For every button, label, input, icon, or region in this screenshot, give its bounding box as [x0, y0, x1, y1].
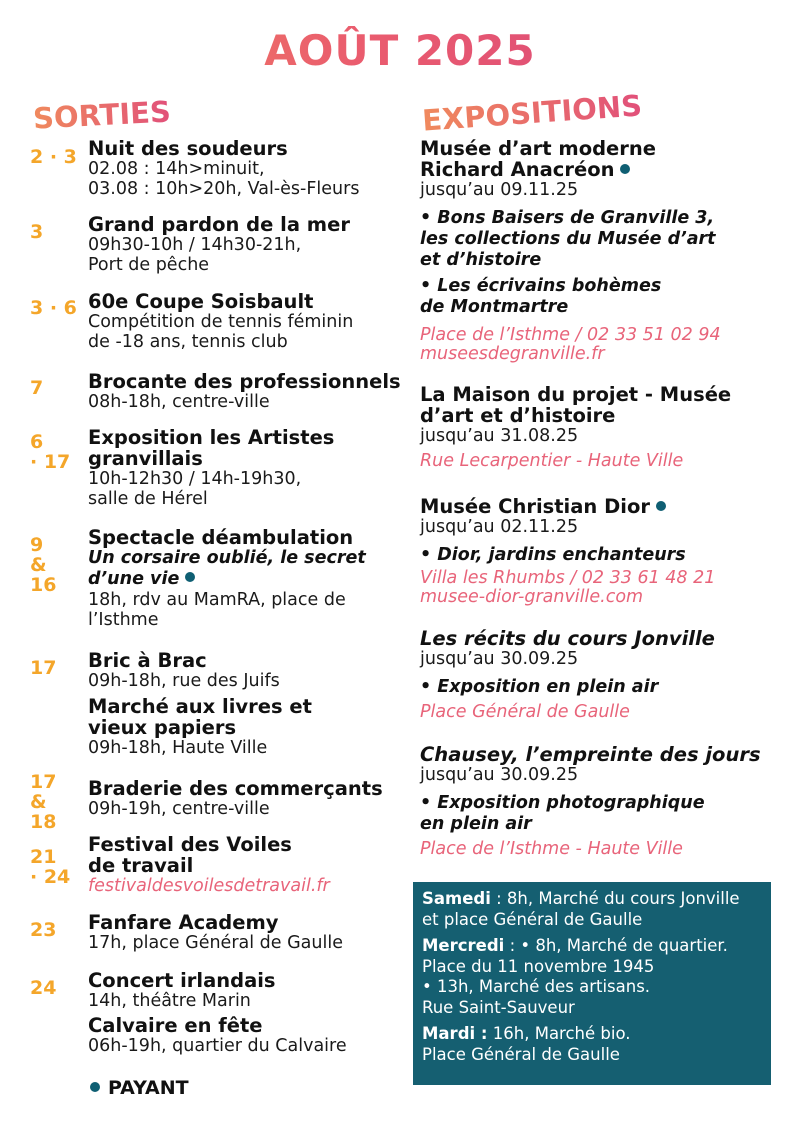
event-detail: 03.08 : 10h>20h, Val-ès-Fleurs	[88, 179, 360, 199]
expo-until: jusqu’au 30.09.25	[420, 649, 579, 669]
event-detail: salle de Hérel	[88, 489, 208, 509]
expo-title: Chausey, l’empreinte des jours	[420, 743, 761, 766]
expo-bullet: les collections du Musée d’art	[420, 229, 716, 249]
expo-contact: Place de l’Isthme - Haute Ville	[420, 839, 683, 859]
event-detail: 02.08 : 14h>minuit,	[88, 159, 265, 179]
event-detail: 14h, théâtre Marin	[88, 991, 251, 1011]
expo-bullet: • Dior, jardins enchanteurs	[420, 545, 686, 565]
event-subtitle: Un corsaire oublié, le secret	[88, 548, 366, 568]
expo-title: Richard Anacréon	[420, 159, 790, 180]
exposition	[420, 384, 790, 471]
event-title: Festival des Voiles	[88, 833, 292, 856]
event-detail: 09h30-10h / 14h30-21h,	[88, 235, 302, 255]
event-detail: 09h-19h, centre-ville	[88, 799, 270, 819]
event-date: 6 · 17	[30, 431, 71, 473]
exposition	[420, 744, 790, 859]
event-date: 24	[30, 977, 57, 999]
expo-bullet: et d’histoire	[420, 250, 542, 270]
expo-link[interactable]: museesdegranville.fr	[420, 344, 605, 364]
event-detail: 09h-18h, rue des Juifs	[88, 671, 280, 691]
section-heading-sorties: SORTIES	[32, 94, 172, 136]
expo-title: Musée d’art moderne	[420, 137, 657, 160]
event-title: Braderie des commerçants	[88, 777, 383, 800]
market-mercredi: Mercredi : • 8h, Marché de quartier. Place du 11 novembre 1945 • 13h, Marché des artisans. Rue Saint-Sauveur	[422, 936, 728, 1017]
event-detail: Port de pêche	[88, 255, 210, 275]
event-date: 21 · 24	[30, 846, 71, 888]
event	[88, 371, 408, 412]
expo-bullet: • Exposition photographique	[420, 793, 705, 813]
event	[88, 527, 408, 630]
expo-bullet: • Les écrivains bohèmes	[420, 276, 662, 296]
event	[88, 912, 408, 953]
expo-bullet: en plein air	[420, 814, 532, 834]
markets-box	[413, 882, 771, 1085]
event-title: Concert irlandais	[88, 969, 276, 992]
event-date: 7	[30, 377, 44, 399]
event-title: de travail	[88, 854, 194, 877]
expo-title: d’art et d’histoire	[420, 404, 616, 427]
event	[88, 834, 408, 896]
expo-contact: Place de l’Isthme / 02 33 51 02 94	[420, 325, 721, 345]
event-title: Marché aux livres et	[88, 695, 312, 718]
expo-bullet: • Bons Baisers de Granville 3,	[420, 208, 715, 228]
page-title: AOÛT 2025	[0, 26, 800, 75]
event-detail: Compétition de tennis féminin	[88, 312, 354, 332]
expo-bullet: • Exposition en plein air	[420, 677, 659, 697]
event-date: 17 & 18	[30, 771, 57, 833]
event-title: Fanfare Academy	[88, 911, 279, 934]
event-detail: 09h-18h, Haute Ville	[88, 738, 268, 758]
event-date: 17	[30, 657, 57, 679]
event-date: 3 · 6	[30, 297, 77, 319]
event	[88, 778, 408, 819]
payant-dot-icon	[656, 501, 666, 511]
event-detail: 08h-18h, centre-ville	[88, 392, 270, 412]
expo-bullet: de Montmartre	[420, 297, 569, 317]
event-subtitle: d’une vie	[88, 569, 408, 590]
event-title: Calvaire en fête	[88, 1014, 263, 1037]
event-title: Spectacle déambulation	[88, 526, 354, 549]
expo-title: Les récits du cours Jonville	[420, 627, 715, 650]
event-title: Bric à Brac	[88, 649, 207, 672]
expo-link[interactable]: musee-dior-granville.com	[420, 587, 644, 607]
event-date: 3	[30, 221, 44, 243]
event-date: 2 · 3	[30, 146, 77, 168]
event-title: Brocante des professionnels	[88, 370, 401, 393]
event-title: granvillais	[88, 447, 203, 470]
legend-payant: PAYANT	[90, 1077, 189, 1099]
event	[88, 291, 408, 352]
payant-dot-icon	[90, 1082, 100, 1092]
expo-until: jusqu’au 02.11.25	[420, 517, 579, 537]
event-date: 9 & 16	[30, 534, 57, 596]
expo-title: La Maison du projet - Musée	[420, 383, 732, 406]
exposition	[420, 496, 790, 607]
expo-contact: Place Général de Gaulle	[420, 702, 630, 722]
event-title: Grand pardon de la mer	[88, 213, 350, 236]
event-date: 23	[30, 919, 57, 941]
exposition	[420, 628, 790, 722]
event	[88, 427, 408, 509]
event-detail: 17h, place Général de Gaulle	[88, 933, 343, 953]
market-samedi: Samedi : 8h, Marché du cours Jonville et place Général de Gaulle	[422, 889, 740, 929]
event	[88, 214, 408, 275]
event-title: Exposition les Artistes	[88, 426, 335, 449]
event-title: vieux papiers	[88, 716, 237, 739]
expo-until: jusqu’au 31.08.25	[420, 426, 579, 446]
event-detail: 06h-19h, quartier du Calvaire	[88, 1036, 347, 1056]
expo-title: Musée Christian Dior	[420, 496, 790, 517]
event-detail: 10h-12h30 / 14h-19h30,	[88, 469, 302, 489]
event	[88, 138, 408, 199]
exposition	[420, 138, 790, 364]
expo-until: jusqu’au 30.09.25	[420, 765, 579, 785]
event-detail: 18h, rdv au MamRA, place de	[88, 590, 346, 610]
event-detail: de -18 ans, tennis club	[88, 332, 288, 352]
expo-until: jusqu’au 09.11.25	[420, 180, 579, 200]
event	[88, 650, 408, 758]
section-heading-expositions: EXPOSITIONS	[421, 88, 644, 138]
payant-dot-icon	[185, 572, 195, 582]
event-title: 60e Coupe Soisbault	[88, 290, 314, 313]
expo-contact: Villa les Rhumbs / 02 33 61 48 21	[420, 568, 716, 588]
event-link[interactable]: festivaldesvoilesdetravail.fr	[88, 876, 330, 896]
event	[88, 970, 408, 1056]
expo-contact: Rue Lecarpentier - Haute Ville	[420, 451, 684, 471]
event-title: Nuit des soudeurs	[88, 137, 288, 160]
market-mardi: Mardi : 16h, Marché bio. Place Général de Gaulle	[422, 1024, 631, 1064]
event-detail: l’Isthme	[88, 610, 159, 630]
payant-dot-icon	[620, 164, 630, 174]
